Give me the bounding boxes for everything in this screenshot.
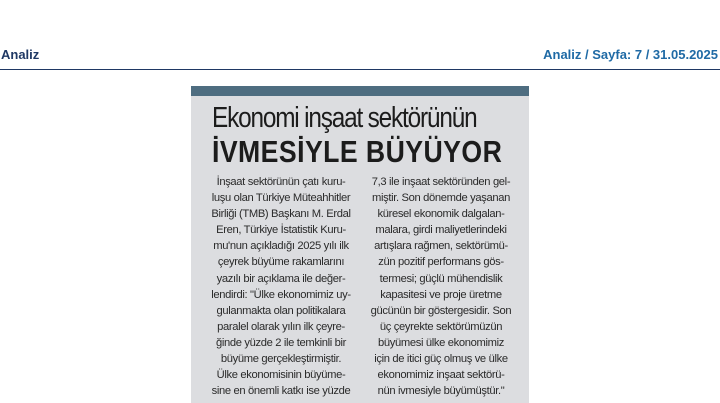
text-line: çeyrek büyüme rakamlarını [217, 256, 345, 269]
text-line: İnşaat sektörünün çatı kuru- [216, 176, 346, 188]
text-line: zün pozitif performans gös- [378, 256, 504, 269]
text-line: lendirdi: "Ülke ekonomimiz uy- [211, 288, 351, 301]
text-line: büyümesi ülke ekonomimiz [378, 336, 504, 349]
section-label: Analiz [1, 47, 40, 62]
text-line: küresel ekonomik dalgalan- [377, 208, 505, 221]
text-line: termesi; güçlü mühendislik [379, 272, 503, 285]
text-line: büyüme gerçekleştirmiştir. [220, 353, 342, 366]
text-line: miştir. Son dönemde yaşanan [372, 192, 510, 205]
text-line: üç çeyrekte sektörümüzün [379, 320, 503, 333]
text-line: yazılı bir açıklama ile değer- [216, 272, 346, 285]
text-line: paralel olarak yılın ilk çeyre- [217, 320, 345, 333]
text-line: malara, girdi maliyetlerindeki [375, 224, 507, 237]
page-meta: Analiz / Sayfa: 7 / 31.05.2025 [543, 47, 718, 62]
text-line: gücünün bir göstergesidir. Son [370, 304, 512, 317]
text-line: kapasitesi ve proje üretme [380, 288, 502, 301]
text-line: mu'nun açıkladığı 2025 yılı ilk [213, 240, 349, 253]
clipping-top-bar [191, 86, 529, 96]
text-line: için de itici güç olmuş ve ülke [374, 353, 508, 366]
text-line: gulanmakta olan politikalara [216, 304, 346, 317]
article-subheadline: İVMESİYLE BÜYÜYOR [212, 134, 503, 169]
text-line: 7,3 ile inşaat sektöründen gel- [371, 176, 511, 188]
article-clipping [191, 86, 529, 403]
text-line: ekonomimiz inşaat sektörü- [377, 369, 505, 382]
text-line: artışlara rağmen, sektörümü- [374, 240, 508, 253]
text-line: Birliği (TMB) Başkanı M. Erdal [211, 208, 351, 221]
text-line: Ülke ekonomisinin büyüme- [216, 369, 346, 382]
text-line: Eren, Türkiye İstatistik Kuru- [216, 224, 346, 237]
page-header [0, 0, 720, 70]
article-headline: Ekonomi inşaat sektörünün [212, 102, 477, 134]
text-line: sine en önemli katkı ise yüzde [211, 385, 351, 398]
text-line: nün ivmesiyle büyümüştür." [377, 385, 505, 398]
text-line: ğinde yüzde 2 ile temkinli bir [215, 336, 347, 349]
article-column-left [208, 174, 354, 399]
article-column-right [368, 174, 514, 399]
text-line: luşu olan Türkiye Müteahhitler [211, 192, 351, 205]
